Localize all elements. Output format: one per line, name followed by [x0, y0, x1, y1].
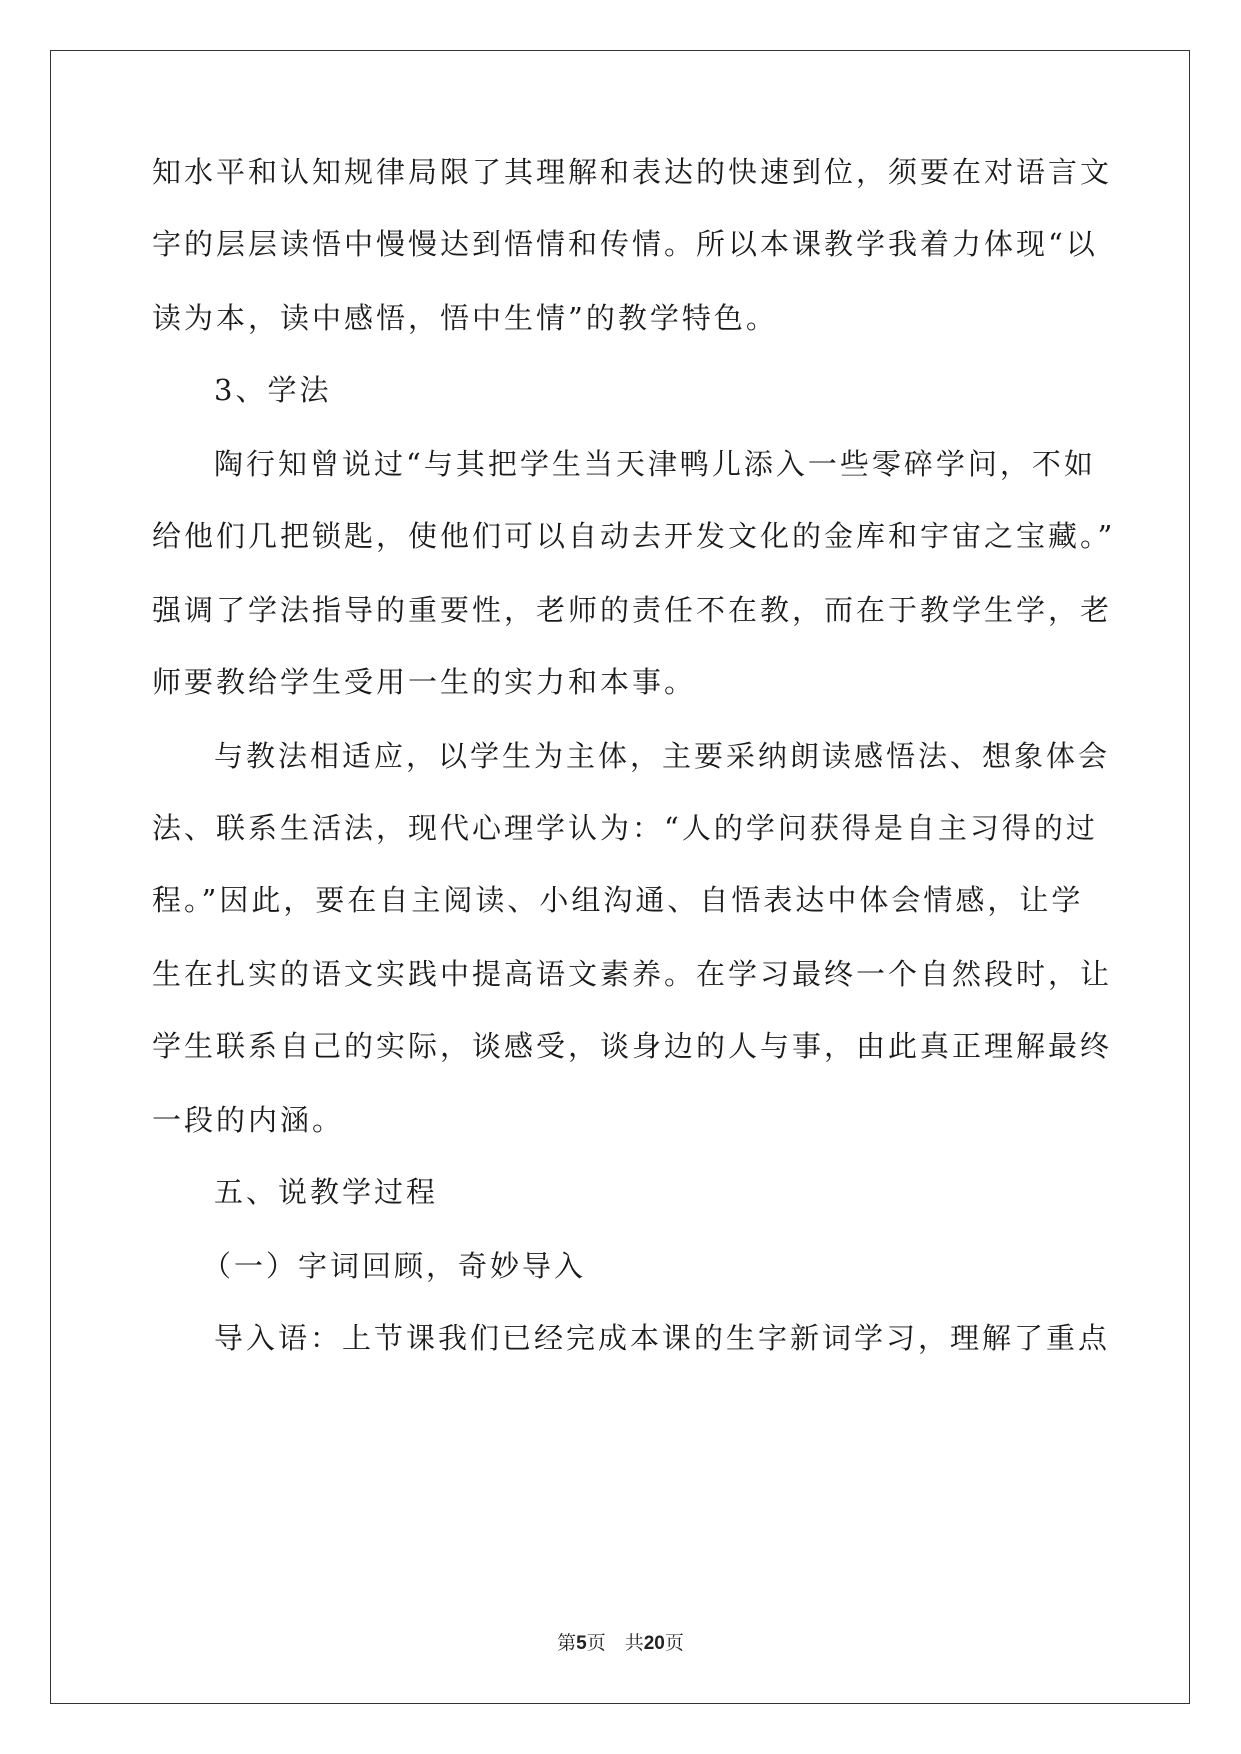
text-line: 师要教给学生受用一生的实力和本事。 [152, 665, 697, 699]
text-line: 程。”因此，要在自主阅读、小组沟通、自悟表达中体会情感，让学 [152, 883, 1084, 917]
page-footer [0, 1628, 1241, 1655]
text-line: 一段的内涵。 [152, 1103, 345, 1137]
section-heading: 3、学法 [214, 373, 332, 407]
text-line: 强调了学法指导的重要性，老师的责任不在教，而在于教学生学，老 [152, 593, 1113, 627]
text-line: 生在扎实的语文实践中提高语文素养。在学习最终一个自然段时，让 [152, 957, 1113, 991]
section-heading: 五、说教学过程 [214, 1175, 439, 1209]
text-line: 与教法相适应，以学生为主体，主要采纳朗读感悟法、想象体会 [214, 739, 1111, 773]
text-line: 知水平和认知规律局限了其理解和表达的快速到位，须要在对语言文 [152, 155, 1113, 189]
total-page-number: 20 [643, 1633, 665, 1654]
text-line: 导入语：上节课我们已经完成本课的生字新词学习，理解了重点 [214, 1321, 1111, 1355]
text-line: 字的层层读悟中慢慢达到悟情和传情。所以本课教学我着力体现“以 [152, 227, 1098, 261]
text-line: 给他们几把锁匙，使他们可以自动去开发文化的金库和宇宙之宝藏。” [152, 519, 1116, 553]
footer-mid: 页 共 [586, 1632, 644, 1654]
footer-suffix: 页 [664, 1632, 684, 1654]
current-page-number: 5 [576, 1633, 587, 1654]
text-line: 陶行知曾说过“与其把学生当天津鸭儿添入一些零碎学问，不如 [214, 447, 1096, 481]
footer-prefix: 第 [557, 1632, 577, 1654]
subsection-heading: （一）字词回顾，奇妙导入 [202, 1249, 587, 1283]
text-line: 法、联系生活法，现代心理学认为：“人的学问获得是自主习得的过 [152, 811, 1098, 845]
text-line: 读为本，读中感悟，悟中生情”的教学特色。 [152, 301, 778, 335]
text-line: 学生联系自己的实际，谈感受，谈身边的人与事，由此真正理解最终 [152, 1029, 1113, 1063]
